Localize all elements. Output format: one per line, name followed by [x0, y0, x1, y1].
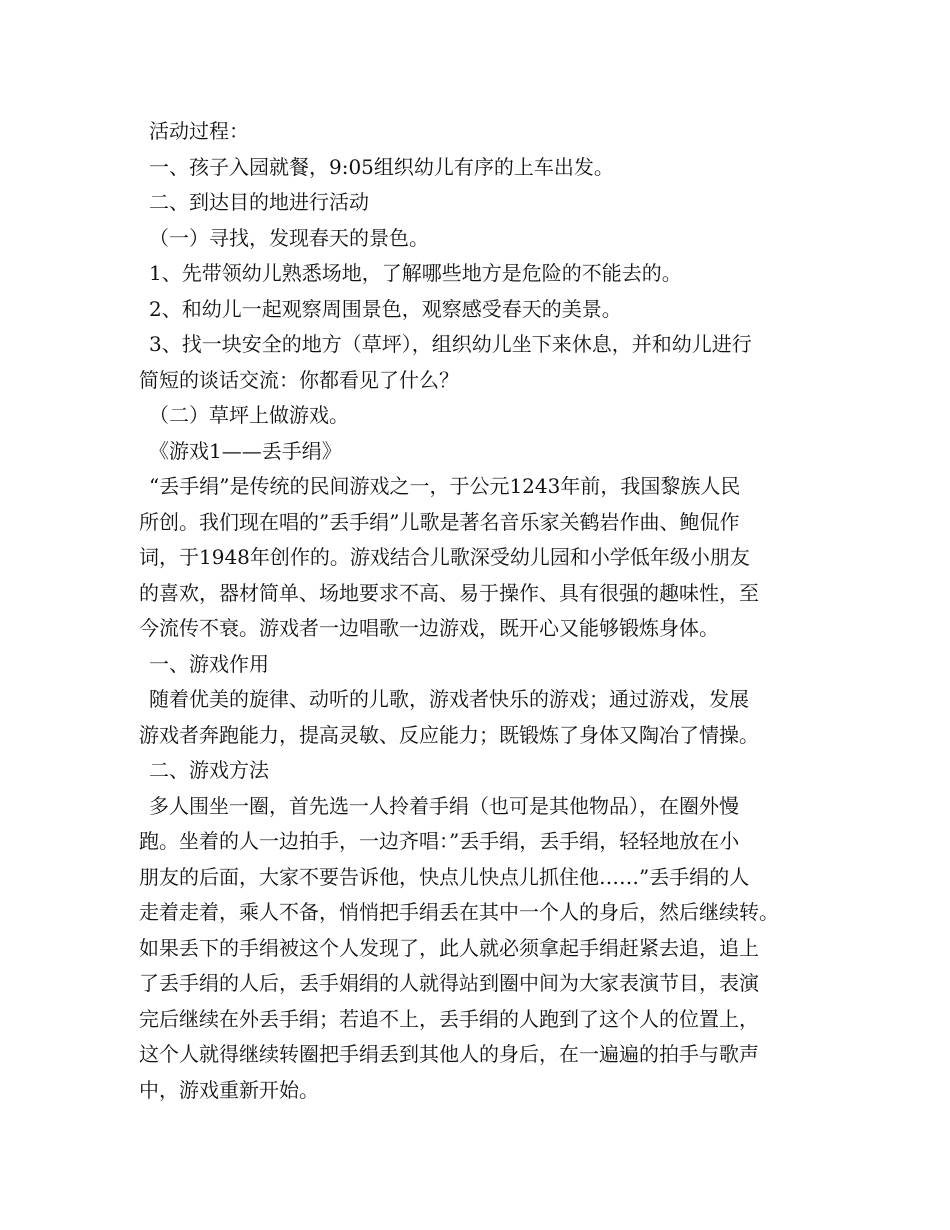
- text-line: 二、游戏方法: [149, 758, 269, 782]
- text-line: 活动过程：: [149, 119, 249, 143]
- text-line: 跑。坐着的人一边拍手，一边齐唱：”丢手绢，丢手绢，轻轻地放在小: [139, 829, 740, 853]
- text-line: 2、和幼儿一起观察周围景色，观察感受春天的美景。: [149, 296, 622, 321]
- text-line: 词，于1948年创作的。游戏结合儿歌深受幼儿园和小学低年级小朋友: [139, 545, 750, 569]
- text-line: 一、孩子入园就餐，9:05组织幼儿有序的上车出发。: [149, 154, 614, 179]
- text-line: 这个人就得继续转圈把手绢丢到其他人的身后，在一遍遍的拍手与歌声: [139, 1042, 759, 1066]
- text-line: “丢手绢”是传统的民间游戏之一，于公元1243年前，我国黎族人民: [149, 474, 741, 498]
- text-line: 今流传不衰。游戏者一边唱歌一边游戏，既开心又能够锻炼身体。: [139, 616, 719, 640]
- text-line: 了丢手绢的人后，丢手娟绢的人就得站到圈中间为大家表演节目，表演: [139, 971, 759, 995]
- text-line: （一）寻找，发现春天的景色。: [149, 225, 429, 250]
- text-line: （二）草坪上做游戏。: [149, 403, 349, 427]
- text-line: 完后继续在外丢手绢；若追不上，丢手绢的人跑到了这个人的位置上，: [139, 1006, 759, 1031]
- text-line: 简短的谈话交流：你都看见了什么？: [139, 367, 459, 392]
- text-line: 中，游戏重新开始。: [139, 1077, 319, 1102]
- text-line: 走着走着，乘人不备，悄悄把手绢丢在其中一个人的身后，然后继续转。: [139, 900, 779, 924]
- text-line: 朋友的后面，大家不要告诉他，快点儿快点儿抓住他……”丢手绢的人: [139, 864, 750, 889]
- text-line: 随着优美的旋律、动听的儿歌，游戏者快乐的游戏；通过游戏，发展: [149, 687, 749, 711]
- text-line: 游戏者奔跑能力，提高灵敏、反应能力；既锻炼了身体又陶冶了情操。: [139, 722, 759, 747]
- text-line: 多人围坐一圈，首先选一人拎着手绢（也可是其他物品），在圈外慢: [149, 793, 739, 818]
- text-line: 1、先带领幼儿熟悉场地，了解哪些地方是危险的不能去的。: [149, 261, 682, 285]
- text-line: 的喜欢，器材简单、场地要求不高、易于操作、具有很强的趣味性，至: [139, 580, 759, 605]
- text-line: 《游戏1——丢手绢》: [149, 438, 342, 463]
- text-line: 一、游戏作用: [149, 651, 269, 676]
- text-line: 如果丢下的手绢被这个人发现了，此人就必须拿起手绢赶紧去追，追上: [139, 935, 759, 960]
- text-line: 所创。我们现在唱的”丢手绢”儿歌是著名音乐家关鹤岩作曲、鲍侃作: [139, 509, 740, 534]
- text-line: 二、到达目的地进行活动: [149, 190, 369, 214]
- document-body: [139, 114, 829, 1108]
- text-line: 3、找一块安全的地方（草坪），组织幼儿坐下来休息，并和幼儿进行: [149, 332, 752, 356]
